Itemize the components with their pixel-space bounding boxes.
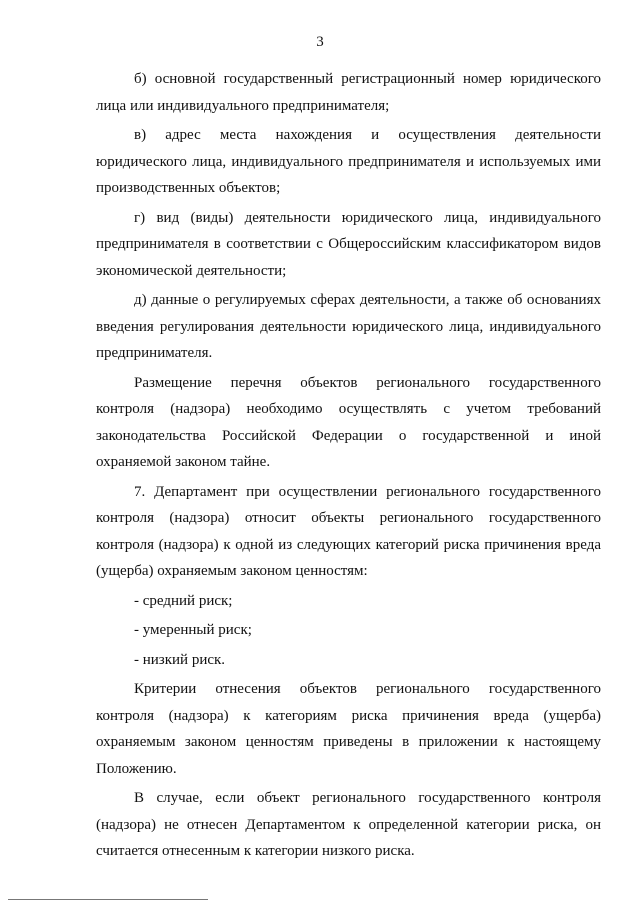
paragraph-v-address: в) адрес места нахождения и осуществления деятельности юридического лица, индивидуального предпринимателя и используемых ими производственных объектов;	[96, 127, 601, 196]
page-number: 3	[316, 34, 324, 50]
paragraph-placement: Размещение перечня объектов регионального государственного контроля (надзора) необходимо осуществлять с учетом требований законодательства Российской Федерации о государственной и иной охраняемой законом тайне.	[96, 374, 601, 470]
paragraph-b-ogrn: б) основной государственный регистрационный номер юридического лица или индивидуального предпринимателя;	[96, 71, 601, 114]
risk-category-list	[96, 588, 601, 674]
document-body	[96, 66, 601, 865]
risk-item-medium: - средний риск;	[134, 592, 233, 609]
paragraph-default-low-risk: В случае, если объект регионального государственного контроля (надзора) не отнесен Департаментом к определенной категории риска, он считается отнесенным к категории низкого риска.	[96, 790, 601, 859]
risk-item-moderate: - умеренный риск;	[134, 622, 252, 638]
paragraph-g-activity-type: г) вид (виды) деятельности юридического лица, индивидуального предпринимателя в соответствии с Общероссийским классификатором видов экономической деятельности;	[96, 209, 601, 279]
paragraph-d-regulated-spheres: д) данные о регулируемых сферах деятельности, а также об основаниях введения регулирования деятельности юридического лица, индивидуального предпринимателя.	[96, 292, 601, 361]
paragraph-7-risk-categories: 7. Департамент при осуществлении регионального государственного контроля (надзора) относит объекты регионального государственного контроля (надзора) к одной из следующих категорий риска причинения вреда (ущерба) охраняемым законом ценностям:	[96, 483, 601, 579]
paragraph-criteria: Критерии отнесения объектов регионального государственного контроля (надзора) к категориям риска причинения вреда (ущерба) охраняемым законом ценностям приведены в приложении к настоящему Положению.	[96, 681, 601, 777]
footer-rule	[8, 899, 208, 900]
risk-item-low: - низкий риск.	[134, 651, 226, 668]
